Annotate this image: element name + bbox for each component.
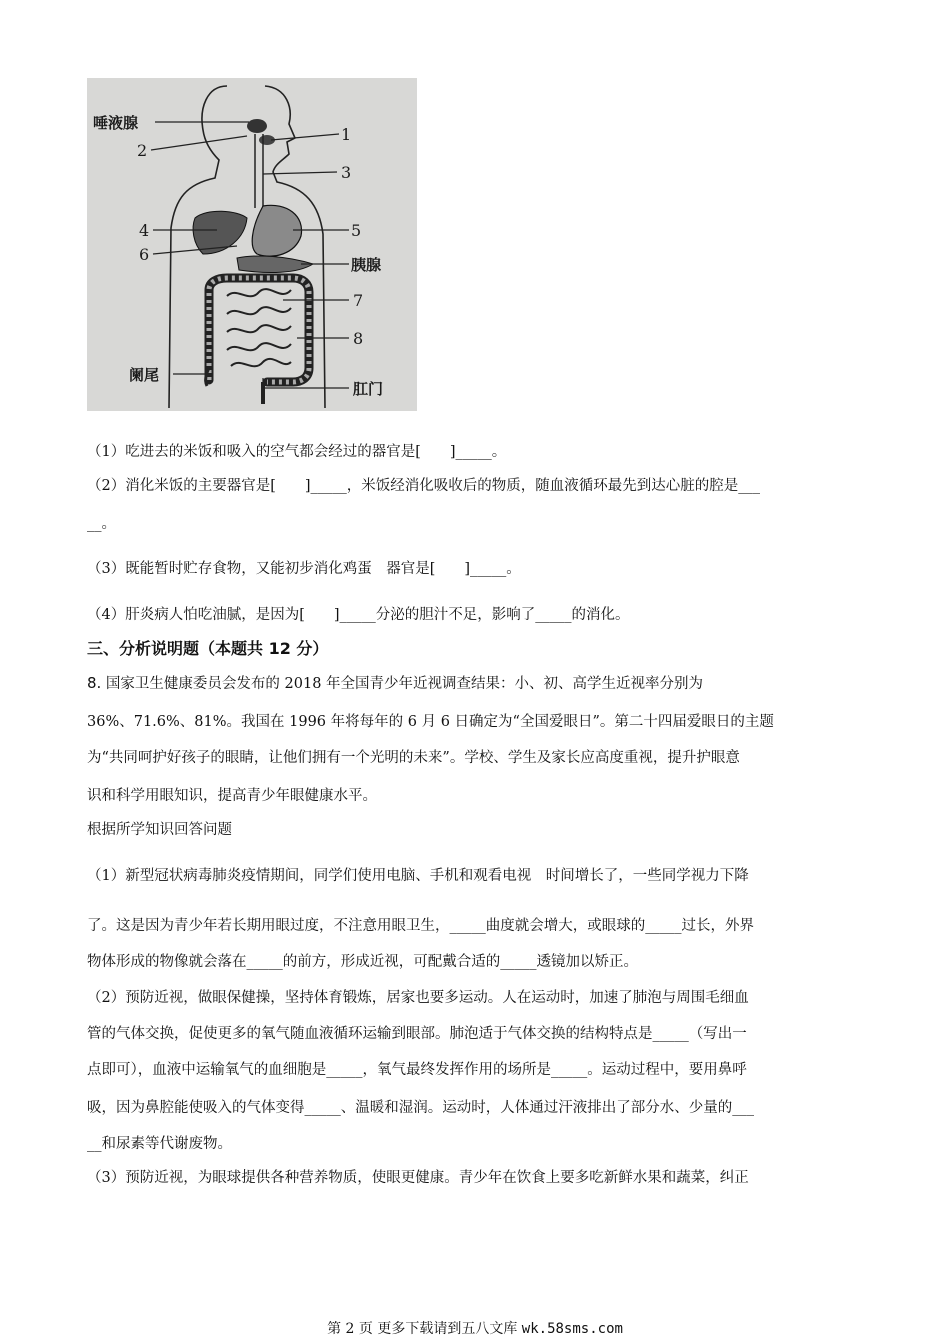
q8-part3-line1: （3）预防近视，为眼球提供各种营养物质，使眼更健康。青少年在饮食上要多吃新鲜水果和蔬菜，纠正 [87,1170,749,1186]
q8-intro-line3: 为“共同呵护好孩子的眼睛，让他们拥有一个光明的未来”。学校、学生及家长应高度重视，提升护眼意 [87,750,740,766]
label-3: 3 [341,163,352,182]
label-1: 1 [341,125,352,144]
label-4: 4 [139,221,150,240]
label-anus: 肛门 [353,380,384,398]
q8-prompt: 根据所学知识回答问题 [87,822,232,838]
digestive-system-figure [87,78,417,411]
page-footer [0,1318,950,1338]
q8-part2-line3: 点即可），血液中运输氧气的血细胞是_____，氧气最终发挥作用的场所是_____。运动过程中，要用鼻呼 [87,1062,747,1078]
section-three-heading: 三、分析说明题（本题共 12 分） [87,639,329,658]
salivary-gland-shape [247,119,267,133]
q8-intro-line2: 36%、71.6%、81%。我国在 1996 年将每年的 6 月 6 日确定为“全国爱眼日”。第二十四届爱眼日的主题 [87,714,774,730]
q7-part2-line1: （2）消化米饭的主要器官是[ ]_____，米饭经消化吸收后的物质，随血液循环最先到达心脏的腔是___ [87,478,761,494]
large-intestine [209,278,309,382]
q8-part2-line2: 管的气体交换，促使更多的氧气随血液循环运输到眼部。肺泡适于气体交换的结构特点是_____（写出一 [87,1026,747,1042]
q7-part4: （4）肝炎病人怕吃油腻，是因为[ ]_____分泌的胆汁不足，影响了_____的消化。 [87,607,630,623]
label-7: 7 [353,291,364,310]
q7-part1: （1）吃进去的米饭和吸入的空气都会经过的器官是[ ]_____。 [87,444,507,460]
footer-page-text: 第 2 页 更多下载请到五八文库 [327,1321,522,1337]
q7-part3: （3）既能暂时贮存食物，又能初步消化鸡蛋 器官是[ ]_____。 [87,561,521,577]
q8-part1-line1: （1）新型冠状病毒肺炎疫情期间，同学们使用电脑、手机和观看电视 时间增长了，一些同学视力下降 [87,868,749,884]
q8-number: 8. [87,674,102,692]
small-intestine [227,289,291,366]
esophagus [255,134,263,208]
footer-site-link[interactable]: wk.58sms.com [521,1321,623,1337]
label-8: 8 [353,329,364,348]
label-5: 5 [351,221,362,240]
label-appendix: 阑尾 [129,366,160,384]
q7-part2-line2: __。 [87,516,116,532]
q8-part2-line1: （2）预防近视，做眼保健操，坚持体育锻炼，居家也要多运动。人在运动时，加速了肺泡与周围毛细血 [87,990,749,1006]
q8-intro-line1: 8. 国家卫生健康委员会发布的 2018 年全国青少年近视调查结果：小、初、高学生近视率分别为 [87,674,704,692]
digestive-system-diagram [87,78,417,411]
label-salivary-gland: 唾液腺 [93,114,139,132]
stomach [252,205,301,256]
q8-intro-line4: 识和科学用眼知识，提高青少年眼健康水平。 [87,788,377,804]
large-intestine-pattern [209,278,309,382]
q8-part2-line4: 吸，因为鼻腔能使吸入的气体变得_____、温暖和湿润。运动时，人体通过汗液排出了部分水、少量的___ [87,1100,754,1116]
q8-part1-line3: 物体形成的物像就会落在_____的前方，形成近视，可配戴合适的_____透镜加以矫正。 [87,954,638,970]
label-6: 6 [139,245,150,264]
leader-lines [151,122,352,388]
label-2: 2 [137,141,148,160]
label-pancreas: 胰腺 [351,256,382,274]
q8-part1-line2: 了。这是因为青少年若长期用眼过度，不注意用眼卫生，_____曲度就会增大，或眼球的_____过长，外界 [87,918,754,934]
q8-part2-line5: __和尿素等代谢废物。 [87,1136,232,1152]
